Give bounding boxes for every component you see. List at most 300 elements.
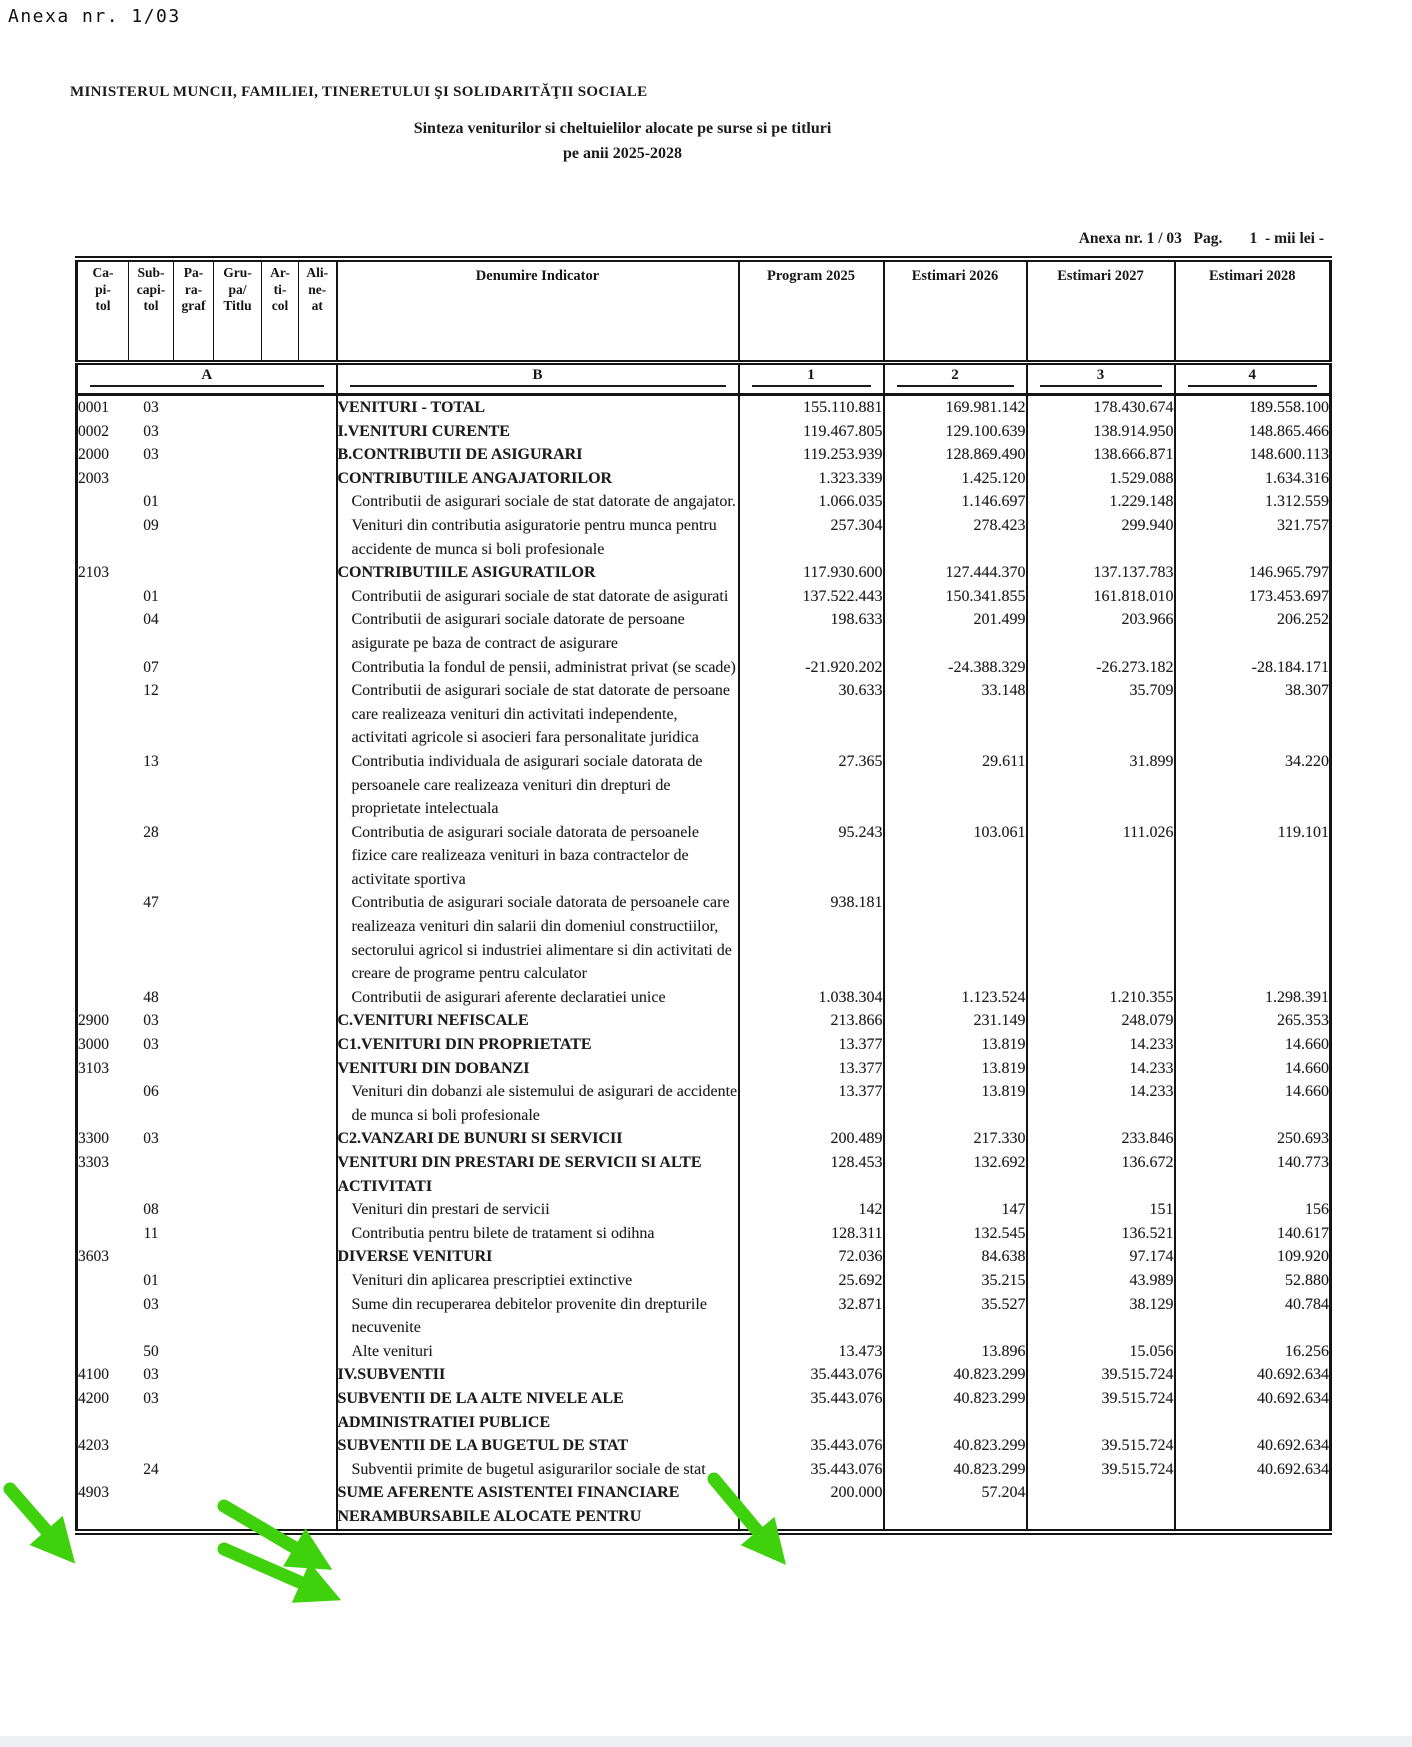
alineat-code (299, 420, 337, 444)
table-row (77, 1033, 1331, 1057)
subcapitol-code: 01 (143, 587, 159, 605)
value-cell: 13.819 (884, 1057, 1027, 1081)
table-row (77, 1057, 1331, 1081)
alineat-code (299, 561, 337, 585)
table-row (77, 514, 1331, 561)
paragraf-code (174, 1033, 214, 1057)
paragraf-code (174, 1080, 214, 1127)
paragraf-code (174, 561, 214, 585)
value-cell: 142 (739, 1198, 884, 1222)
indicator-label: C.VENITURI NEFISCALE (337, 1009, 739, 1033)
capitol-code (77, 585, 129, 609)
value-cell: 140.617 (1277, 1224, 1329, 1242)
capitol-code: 2900 (78, 1012, 109, 1030)
value-cell: 14.660 (1285, 1036, 1329, 1054)
value-cell: 39.515.724 (1027, 1363, 1175, 1387)
alineat-code (299, 1340, 337, 1364)
value-cell: 136.521 (1027, 1222, 1175, 1246)
table-row (77, 1387, 1331, 1434)
articol-code (262, 656, 299, 680)
value-cell: 128.453 (739, 1151, 884, 1198)
subcapitol-code: 12 (143, 682, 159, 700)
value-cell: 127.444.370 (884, 561, 1027, 585)
paragraf-code (174, 443, 214, 467)
grupa-code (214, 1245, 262, 1269)
value-cell: 40.692.634 (1257, 1460, 1329, 1478)
articol-code (262, 514, 299, 561)
alineat-code (299, 1458, 337, 1482)
alineat-code (299, 1481, 337, 1531)
value-cell: 35.527 (884, 1293, 1027, 1340)
grupa-code (214, 1458, 262, 1482)
letter-cell-b: B (337, 363, 739, 395)
table-row (77, 1127, 1331, 1151)
table-row (77, 1340, 1331, 1364)
value-cell: 278.423 (884, 514, 1027, 561)
grupa-code (214, 986, 262, 1010)
subcapitol-code (129, 561, 174, 585)
value-cell: 27.365 (739, 750, 884, 821)
capitol-code (77, 986, 129, 1010)
capitol-code (77, 821, 129, 892)
value-cell (1027, 891, 1175, 985)
grupa-code (214, 1387, 262, 1434)
table-row (77, 1009, 1331, 1033)
value-cell: 136.672 (1027, 1151, 1175, 1198)
subcapitol-code: 48 (143, 988, 159, 1006)
subcapitol-code (129, 1057, 174, 1081)
articol-code (262, 1340, 299, 1364)
articol-code (262, 1245, 299, 1269)
col-header-grupa: Gru- pa/ Titlu (214, 259, 262, 363)
capitol-code (77, 750, 129, 821)
table-row (77, 561, 1331, 585)
grupa-code (214, 1340, 262, 1364)
subcapitol-code: 50 (143, 1342, 159, 1360)
paragraf-code (174, 1245, 214, 1269)
value-cell: 29.611 (884, 750, 1027, 821)
subcapitol-code: 03 (143, 1130, 159, 1148)
capitol-code (77, 608, 129, 655)
value-cell: 14.233 (1027, 1080, 1175, 1127)
value-cell: 206.252 (1277, 611, 1329, 629)
indicator-label: I.VENITURI CURENTE (337, 420, 739, 444)
capitol-code (77, 490, 129, 514)
value-cell: 32.871 (739, 1293, 884, 1340)
paragraf-code (174, 514, 214, 561)
articol-code (262, 1387, 299, 1434)
alineat-code (299, 891, 337, 985)
value-cell: 40.823.299 (884, 1363, 1027, 1387)
table-row (77, 891, 1331, 985)
grupa-code (214, 679, 262, 750)
alineat-code (299, 585, 337, 609)
value-cell: 189.558.100 (1249, 399, 1329, 416)
value-cell (884, 891, 1027, 985)
alineat-code (299, 1127, 337, 1151)
corner-annex-label: Anexa nr. 1/03 (8, 6, 181, 27)
articol-code (262, 1198, 299, 1222)
capitol-code: 4200 (78, 1389, 109, 1407)
table-row (77, 1293, 1331, 1340)
value-cell: 257.304 (739, 514, 884, 561)
paragraf-code (174, 1458, 214, 1482)
grupa-code (214, 1434, 262, 1458)
value-cell: 40.692.634 (1257, 1437, 1329, 1455)
value-cell: 137.522.443 (739, 585, 884, 609)
value-cell: 30.633 (739, 679, 884, 750)
table-row (77, 1363, 1331, 1387)
grupa-code (214, 608, 262, 655)
letter-cell-4: 4 (1175, 363, 1331, 395)
indicator-label: IV.SUBVENTII (337, 1363, 739, 1387)
value-cell: 119.101 (1277, 823, 1329, 841)
value-cell: 13.896 (884, 1340, 1027, 1364)
value-cell: 35.443.076 (739, 1458, 884, 1482)
value-cell: 38.307 (1285, 682, 1329, 700)
value-cell: 147 (884, 1198, 1027, 1222)
paragraf-code (174, 490, 214, 514)
value-cell: -28.184.171 (1251, 658, 1329, 676)
articol-code (262, 1057, 299, 1081)
capitol-code (77, 1458, 129, 1482)
col-header-estimari-2028: Estimari 2028 (1175, 259, 1331, 363)
value-cell: 43.989 (1027, 1269, 1175, 1293)
value-cell: 40.692.634 (1257, 1389, 1329, 1407)
value-cell: 161.818.010 (1027, 585, 1175, 609)
grupa-code (214, 1293, 262, 1340)
value-cell: -21.920.202 (739, 656, 884, 680)
value-cell: 321.757 (1277, 516, 1329, 534)
subcapitol-code (129, 1245, 174, 1269)
alineat-code (299, 1009, 337, 1033)
articol-code (262, 420, 299, 444)
value-cell: 231.149 (884, 1009, 1027, 1033)
value-cell: 1.323.339 (739, 467, 884, 491)
indicator-label: Contributia de asigurari sociale datorata de persoanele care realizeaza venituri din salarii din domeniul constructiilor, sectorului agricol si industriei alimentare si din activitati de creare de programe pentru calculator (337, 891, 739, 985)
indicator-label: C2.VANZARI DE BUNURI SI SERVICII (337, 1127, 739, 1151)
paragraf-code (174, 1222, 214, 1246)
subcapitol-code: 06 (143, 1083, 159, 1101)
articol-code (262, 679, 299, 750)
ministry-title: MINISTERUL MUNCII, FAMILIEI, TINERETULUI ŞI SOLIDARITĂŢII SOCIALE (70, 84, 648, 100)
green-arrow (10, 1489, 65, 1552)
grupa-code (214, 1033, 262, 1057)
value-cell: 1.210.355 (1027, 986, 1175, 1010)
table-row (77, 679, 1331, 750)
value-cell: 13.377 (739, 1080, 884, 1127)
subcapitol-code: 03 (143, 1366, 159, 1384)
value-cell: 16.256 (1285, 1342, 1329, 1360)
subcapitol-code (129, 467, 174, 491)
value-cell: 1.312.559 (1265, 493, 1329, 511)
indicator-label: B.CONTRIBUTII DE ASIGURARI (337, 443, 739, 467)
value-cell: 1.038.304 (739, 986, 884, 1010)
table-row (77, 821, 1331, 892)
value-cell: -26.273.182 (1027, 656, 1175, 680)
subcapitol-code: 08 (143, 1201, 159, 1219)
value-cell: 169.981.142 (884, 395, 1027, 420)
alineat-code (299, 490, 337, 514)
value-cell: 33.148 (884, 679, 1027, 750)
articol-code (262, 1269, 299, 1293)
subcapitol-code: 03 (143, 399, 159, 416)
value-cell: 203.966 (1027, 608, 1175, 655)
grupa-code (214, 1198, 262, 1222)
value-cell: 150.341.855 (884, 585, 1027, 609)
grupa-code (214, 585, 262, 609)
table-row (77, 1458, 1331, 1482)
value-cell: 198.633 (739, 608, 884, 655)
articol-code (262, 1151, 299, 1198)
value-cell: 14.233 (1027, 1057, 1175, 1081)
value-cell: 13.819 (884, 1033, 1027, 1057)
document-title (70, 116, 1175, 166)
alineat-code (299, 395, 337, 420)
value-cell: 52.880 (1285, 1271, 1329, 1289)
capitol-code (77, 1340, 129, 1364)
subcapitol-code: 09 (143, 516, 159, 534)
subcapitol-code: 24 (143, 1460, 159, 1478)
paragraf-code (174, 395, 214, 420)
document-title-line1: Sinteza veniturilor si cheltuielilor alocate pe surse si pe titluri (413, 120, 832, 137)
value-cell: 201.499 (884, 608, 1027, 655)
subcapitol-code: 03 (143, 1295, 159, 1313)
capitol-code (77, 514, 129, 561)
value-cell: 138.914.950 (1027, 420, 1175, 444)
alineat-code (299, 1151, 337, 1198)
value-cell: 1.146.697 (884, 490, 1027, 514)
col-header-articol: Ar- ti- col (262, 259, 299, 363)
paragraf-code (174, 1198, 214, 1222)
articol-code (262, 1033, 299, 1057)
alineat-code (299, 821, 337, 892)
articol-code (262, 1080, 299, 1127)
grupa-code (214, 443, 262, 467)
articol-code (262, 608, 299, 655)
capitol-code (77, 1293, 129, 1340)
capitol-code: 2003 (78, 469, 109, 487)
indicator-label: Sume din recuperarea debitelor provenite din drepturile necuvenite (337, 1293, 739, 1340)
subcapitol-code: 01 (143, 493, 159, 511)
value-cell: 103.061 (884, 821, 1027, 892)
value-cell: 13.473 (739, 1340, 884, 1364)
page-edge-strip (0, 1736, 1412, 1747)
table-row (77, 1481, 1331, 1531)
subcapitol-code: 03 (143, 1036, 159, 1054)
grupa-code (214, 561, 262, 585)
value-cell: 217.330 (884, 1127, 1027, 1151)
value-cell: 31.899 (1027, 750, 1175, 821)
paragraf-code (174, 750, 214, 821)
value-cell: 38.129 (1027, 1293, 1175, 1340)
value-cell: 200.000 (739, 1481, 884, 1531)
value-cell (1175, 1481, 1331, 1531)
subcapitol-code: 03 (143, 1389, 159, 1407)
value-cell: 35.443.076 (739, 1434, 884, 1458)
value-cell (1175, 891, 1331, 985)
paragraf-code (174, 1057, 214, 1081)
value-cell: 119.467.805 (739, 420, 884, 444)
indicator-label: VENITURI DIN DOBANZI (337, 1057, 739, 1081)
articol-code (262, 986, 299, 1010)
col-header-estimari-2027: Estimari 2027 (1027, 259, 1175, 363)
value-cell: 1.123.524 (884, 986, 1027, 1010)
capitol-code (77, 1080, 129, 1127)
value-cell: 40.823.299 (884, 1387, 1027, 1434)
articol-code (262, 1458, 299, 1482)
value-cell: 1.425.120 (884, 467, 1027, 491)
grupa-code (214, 1363, 262, 1387)
paragraf-code (174, 679, 214, 750)
grupa-code (214, 891, 262, 985)
value-cell: 34.220 (1285, 752, 1329, 770)
paragraf-code (174, 656, 214, 680)
value-cell: 178.430.674 (1027, 395, 1175, 420)
table-row (77, 1245, 1331, 1269)
capitol-code (77, 1198, 129, 1222)
value-cell: 1.229.148 (1027, 490, 1175, 514)
capitol-code: 3300 (78, 1130, 109, 1148)
value-cell: 35.443.076 (739, 1387, 884, 1434)
articol-code (262, 1127, 299, 1151)
alineat-code (299, 656, 337, 680)
value-cell: 39.515.724 (1027, 1387, 1175, 1434)
value-cell: 35.709 (1027, 679, 1175, 750)
articol-code (262, 490, 299, 514)
indicator-label: VENITURI - TOTAL (337, 395, 739, 420)
grupa-code (214, 821, 262, 892)
capitol-code: 3603 (78, 1248, 109, 1266)
subcapitol-code: 11 (143, 1224, 159, 1242)
subcapitol-code (129, 1481, 174, 1531)
indicator-label: CONTRIBUTIILE ASIGURATILOR (337, 561, 739, 585)
col-header-paragraf: Pa- ra- graf (174, 259, 214, 363)
articol-code (262, 1293, 299, 1340)
table-row (77, 1222, 1331, 1246)
value-cell (1027, 1481, 1175, 1531)
articol-code (262, 1222, 299, 1246)
indicator-label: Alte venituri (337, 1340, 739, 1364)
indicator-label: C1.VENITURI DIN PROPRIETATE (337, 1033, 739, 1057)
value-cell: 250.693 (1277, 1130, 1329, 1148)
col-header-program-2025: Program 2025 (739, 259, 884, 363)
paragraf-code (174, 1269, 214, 1293)
value-cell: 129.100.639 (884, 420, 1027, 444)
value-cell: 14.233 (1027, 1033, 1175, 1057)
value-cell: 95.243 (739, 821, 884, 892)
paragraf-code (174, 608, 214, 655)
capitol-code: 0001 (78, 399, 109, 416)
capitol-code: 3000 (78, 1036, 109, 1054)
paragraf-code (174, 1009, 214, 1033)
capitol-code: 3103 (78, 1059, 109, 1077)
table-row (77, 1269, 1331, 1293)
col-header-indicator: Denumire Indicator (337, 259, 739, 363)
table-row (77, 1198, 1331, 1222)
green-arrow (224, 1549, 327, 1594)
indicator-label: Contributii de asigurari sociale de stat datorate de persoane care realizeaza venituri din activitati independente, activitati agricole si asocieri fara personalitate juridica (337, 679, 739, 750)
articol-code (262, 821, 299, 892)
indicator-label: CONTRIBUTIILE ANGAJATORILOR (337, 467, 739, 491)
value-cell: 35.215 (884, 1269, 1027, 1293)
articol-code (262, 750, 299, 821)
subcapitol-code: 04 (143, 611, 159, 629)
paragraf-code (174, 1387, 214, 1434)
paragraf-code (174, 585, 214, 609)
subcapitol-code: 03 (143, 1012, 159, 1030)
articol-code (262, 561, 299, 585)
col-header-alineat: Ali- ne- at (299, 259, 337, 363)
grupa-code (214, 750, 262, 821)
paragraf-code (174, 467, 214, 491)
capitol-code (77, 1269, 129, 1293)
value-cell: 35.443.076 (739, 1363, 884, 1387)
capitol-code: 3303 (78, 1154, 109, 1171)
table-row (77, 490, 1331, 514)
value-cell: 155.110.881 (739, 395, 884, 420)
indicator-label: Venituri din aplicarea prescriptiei extinctive (337, 1269, 739, 1293)
subcapitol-code: 47 (143, 894, 159, 912)
paragraf-code (174, 1151, 214, 1198)
col-header-capitol: Ca- pi- tol (77, 259, 129, 363)
capitol-code (77, 1222, 129, 1246)
col-header-estimari-2026: Estimari 2026 (884, 259, 1027, 363)
value-cell: 938.181 (739, 891, 884, 985)
table-row (77, 1151, 1331, 1198)
value-cell: 128.311 (739, 1222, 884, 1246)
capitol-code (77, 656, 129, 680)
articol-code (262, 1434, 299, 1458)
capitol-code: 2103 (78, 564, 109, 582)
value-cell: 119.253.939 (739, 443, 884, 467)
capitol-code: 4203 (78, 1437, 109, 1455)
paragraf-code (174, 1127, 214, 1151)
paragraf-code (174, 821, 214, 892)
alineat-code (299, 750, 337, 821)
value-cell: 200.489 (739, 1127, 884, 1151)
value-cell: 148.865.466 (1249, 422, 1329, 440)
grupa-code (214, 1127, 262, 1151)
grupa-code (214, 395, 262, 420)
value-cell: 15.056 (1027, 1340, 1175, 1364)
grupa-code (214, 1222, 262, 1246)
value-cell: 140.773 (1277, 1154, 1329, 1171)
value-cell: 132.692 (884, 1151, 1027, 1198)
paragraf-code (174, 1481, 214, 1531)
document-title-line2: pe anii 2025-2028 (562, 145, 683, 162)
subcapitol-code: 03 (143, 422, 159, 440)
grupa-code (214, 420, 262, 444)
letter-cell-a: A (77, 363, 337, 395)
indicator-label: VENITURI DIN PRESTARI DE SERVICII SI ALTE ACTIVITATI (337, 1151, 739, 1198)
articol-code (262, 1481, 299, 1531)
indicator-label: Subventii primite de bugetul asigurarilor sociale de stat (337, 1458, 739, 1482)
indicator-label: SUME AFERENTE ASISTENTEI FINANCIARE NERAMBURSABILE ALOCATE PENTRU (337, 1481, 739, 1531)
value-cell: 233.846 (1027, 1127, 1175, 1151)
alineat-code (299, 443, 337, 467)
subcapitol-code: 13 (143, 752, 159, 770)
subcapitol-code (129, 1151, 174, 1198)
value-cell: 1.529.088 (1027, 467, 1175, 491)
articol-code (262, 1363, 299, 1387)
value-cell: 117.930.600 (739, 561, 884, 585)
value-cell: 1.634.316 (1265, 469, 1329, 487)
budget-table (75, 256, 1332, 1535)
value-cell: 132.545 (884, 1222, 1027, 1246)
value-cell: 13.377 (739, 1057, 884, 1081)
value-cell: 265.353 (1277, 1012, 1329, 1030)
